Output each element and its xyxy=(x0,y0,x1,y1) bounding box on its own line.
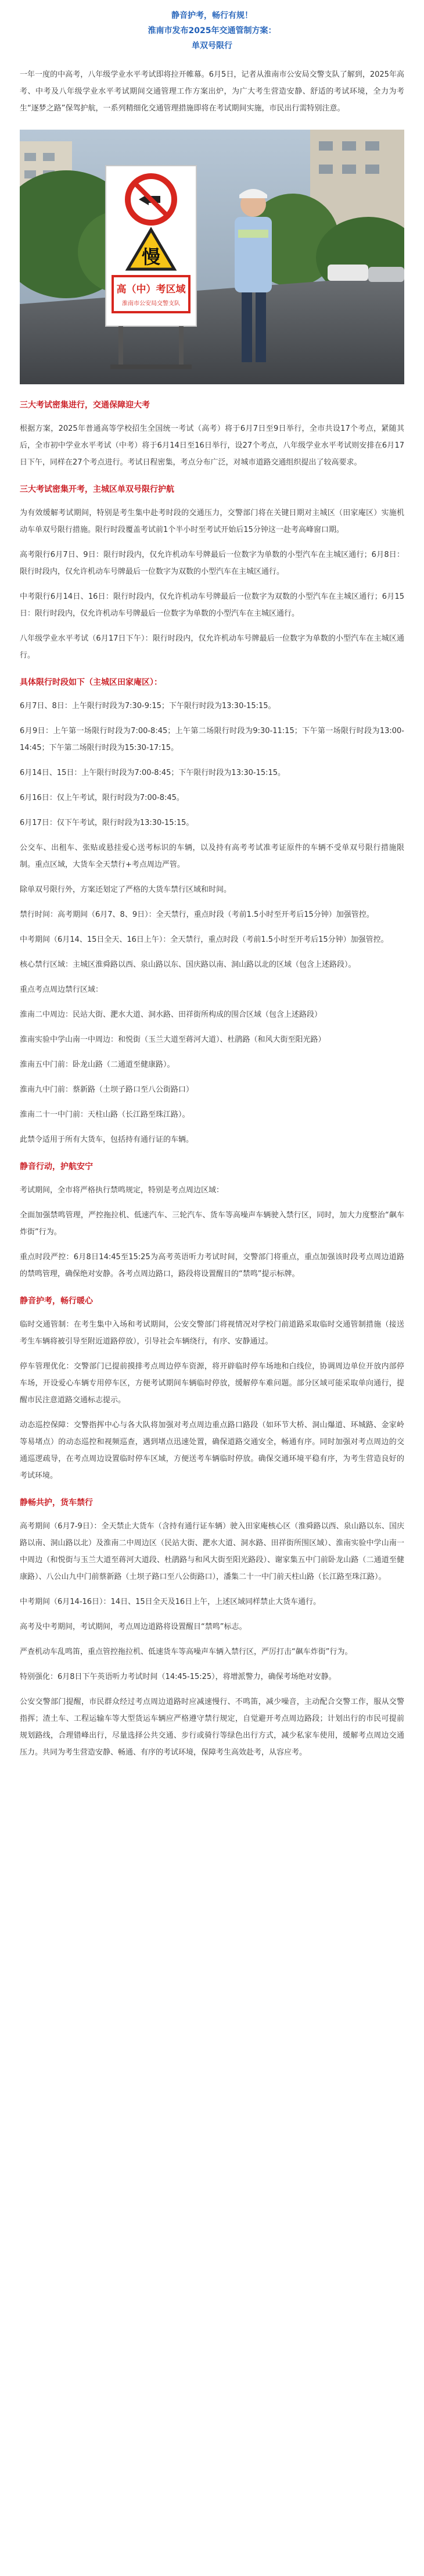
section-paragraph: 禁行时间：高考期间（6月7、8、9日）：全天禁行，重点时段（考前1.5小时至开考后15分钟）加强管控。 xyxy=(20,910,374,919)
section-title: 静音护考，畅行暖心 xyxy=(20,1296,93,1306)
section-paragraph: 中考期间（6月14、15日全天、16日上午）：全天禁行，重点时段（考前1.5小时至开考后15分钟）加强管控。 xyxy=(20,935,389,944)
section-paragraph: 为有效缓解考试期间，特别是考生集中赴考时段的交通压力，交警部门将在关键日期对主城区（田家庵区）实施机动车单双号限行措施。限行时段覆盖考试前1个半小时至考试开始后15分钟这一赴考高峰窗口期。 xyxy=(20,509,404,534)
section-paragraph: 停车管理优化：交警部门已提前摸排考点周边停车资源，将开辟临时停车场地和白线位，协调周边单位开放内部停车场，开设爱心车辆专用停车区，方便考试期间车辆临时停放，缓解停车难问题。部分区域可能采取单向通行，提醒市民注意道路交通标志提示。 xyxy=(20,1362,404,1405)
header-headline: 淮南市发布2025年交通管制方案： xyxy=(148,26,276,35)
section-paragraph: 6月17日：仅下午考试，限行时段为13:30-15:15。 xyxy=(20,819,194,827)
header-slogan: 静音护考，畅行有规！ xyxy=(171,11,253,20)
header-subheadline: 单双号限行 xyxy=(192,41,232,51)
section-paragraph: 核心禁行区域：主城区淮舜路以西、泉山路以东、国庆路以南、洞山路以北的区域（包含上述路段）。 xyxy=(20,960,356,969)
article-sections xyxy=(20,397,404,1761)
section-paragraph: 临时交通管制：在考生集中入场和考试期间，公安交警部门将视情况对学校门前道路采取临时交通管制措施（接送考生车辆将被引导至附近道路停放），引导社会车辆绕行，有序、安静通过。 xyxy=(20,1320,404,1346)
section-paragraph: 八年级学业水平考试（6月17日下午）：限行时段内，仅允许机动车号牌最后一位数字为单数的小型汽车在主城区通行。 xyxy=(20,634,404,660)
section-paragraph: 严查机动车乱鸣笛，重点管控拖拉机、低速货车等高噪声车辆入禁行区，严厉打击“飙车炸街”行为。 xyxy=(20,1648,353,1656)
section-paragraph: 根据方案，2025年普通高等学校招生全国统一考试（高考）将于6月7日至9日举行，全市共设17个考点，紧随其后，全市初中学业水平考试（中考）将于6月14日至16日举行，设27个考点，八年级学业水平考试则安排在6月17日下午，同样在27个考点进行。考试日程密集，考点分布广泛，对城市道路交通组织提出了较高要求。 xyxy=(20,424,404,467)
section-paragraph: 6月7日、8日：上午限行时段为7:30-9:15；下午限行时段为13:30-15:15。 xyxy=(20,702,276,710)
section-title: 静畅共护，货车禁行 xyxy=(20,1498,93,1507)
intro-paragraph: 一年一度的中高考，八年级学业水平考试即将拉开帷幕。6月5日，记者从淮南市公安局交警支队了解到，2025年高考、中考及八年级学业水平考试期间交通管理工作方案出炉，为广大考生营造安静、舒适的考试环境，全力为考生“逐梦之路”保驾护航，一系列精细化交通管理措施即将在考试期间实施，市民出行需特别注意。 xyxy=(20,70,404,113)
section-paragraph: 淮南二十一中门前：天柱山路（长江路至珠江路）。 xyxy=(20,1110,190,1119)
section-paragraph: 中考限行6月14日、16日：限行时段内，仅允许机动车号牌最后一位数字为双数的小型汽车在主城区通行；6月15日：限行时段内，仅允许机动车号牌最后一位数字为单数的小型汽车在主城区通行。 xyxy=(20,592,404,618)
section-title: 静音行动，护航安宁 xyxy=(20,1162,93,1171)
article-header xyxy=(20,8,404,53)
section-paragraph: 淮南九中门前：蔡新路（土坝子路口至八公街路口） xyxy=(20,1085,194,1094)
section-paragraph: 淮南五中门前：卧龙山路（二通道至健康路）。 xyxy=(20,1060,175,1069)
sign-zone-text: 高（中）考区域 xyxy=(116,284,186,295)
section-paragraph: 6月9日：上午第一场限行时段为7:00-8:45；上午第二场限行时段为9:30-11:15；下午第一场限行时段为13:00-14:45；下午第二场限行时段为15:30-17:15。 xyxy=(20,727,404,752)
section-paragraph: 全面加强禁鸣管理，严控拖拉机、低速汽车、三轮汽车、货车等高噪声车辆驶入禁行区，同时，加大力度整治“飙车炸街”行为。 xyxy=(20,1211,404,1237)
section-paragraph: 考试期间，全市将严格执行禁鸣规定，特别是考点周边区域： xyxy=(20,1186,224,1195)
section-paragraph: 淮南二中周边：民站大街、淝水大道、洞水路、田祥街所构成的围合区域（包含上述路段） xyxy=(20,1010,322,1019)
section-paragraph: 特别强化：6月8日下午英语听力考试时间（14:45-15:25），将增派警力，确保考场绝对安静。 xyxy=(20,1673,336,1681)
sign-slow-text: 慢 xyxy=(141,246,161,268)
section-paragraph: 除单双号限行外，方案还划定了严格的大货车禁行区域和时间。 xyxy=(20,885,232,894)
sign-department-text: 淮南市公安局交警支队 xyxy=(122,301,180,307)
section-title: 具体限行时段如下（主城区田家庵区）： xyxy=(20,678,162,687)
section-paragraph: 中考期间（6月14-16日）：14日、15日全天及16日上午，上述区域同样禁止大货车通行。 xyxy=(20,1598,321,1606)
section-paragraph: 公安交警部门提醒，市民群众经过考点周边道路时应减速慢行、不鸣笛，减少噪音，主动配合交警工作，服从交警指挥；渣土车、工程运输车等大型货运车辆应严格遵守禁行规定，自觉避开考点周边路段；计划出行的市民可提前规划路线，合理错峰出行，尽量选择公共交通、步行或骑行等绿色出行方式，减少私家车使用，缓解考点周边交通压力。共同为考生营造安静、畅通、有序的考试环境，保障考生高效赴考，从容应考。 xyxy=(20,1698,404,1757)
police-officer xyxy=(235,217,272,292)
section-paragraph: 6月16日：仅上午考试，限行时段为7:00-8:45。 xyxy=(20,794,184,802)
hero-photo xyxy=(20,130,404,384)
section-paragraph: 动态巡控保障：交警指挥中心与各大队将加强对考点周边重点路口路段（如环节大桥、洞山爆道、环城路、金家岭等易堵点）的动态巡控和视频巡查，遇到堵点迅速处置，确保道路交通安全，畅通有序。同时加强对考点周边的交通巡逻疏导，在考点周边设置临时停车区域，方便送考车辆临时停放。确保交通环境平稳有序，为考生营造良好的考试环境。 xyxy=(20,1421,404,1480)
section-paragraph: 高考及中考期间，考试期间，考点周边道路将设置醒目“禁鸣”标志。 xyxy=(20,1623,247,1631)
section-paragraph: 高考期间（6月7-9日）：全天禁止大货车（含持有通行证车辆）驶入田家庵核心区（淮舜路以西、泉山路以东、国庆路以南、洞山路以北）及淮南二中周边区（民站大街、淝水大道、洞水路、田祥街所围区域）、淮南实验中学山南一中周边（和悦街与玉兰大道至蒋河大道段、杜鹃路与和风大街至阳光路段）、谢家集五中门前卧龙山路（二通道至健康路）、八公山九中门前蔡新路（土坝子路口至八公街路口），潘集二十一中门前天柱山路（长江路至珠江路）。 xyxy=(20,1522,404,1581)
section-title: 三大考试密集进行，交通保障迎大考 xyxy=(20,401,150,410)
section-paragraph: 此禁令适用于所有大货车，包括持有通行证的车辆。 xyxy=(20,1135,194,1144)
section-paragraph: 重点考点周边禁行区域： xyxy=(20,985,103,994)
section-paragraph: 重点时段严控：6月8日14:45至15:25为高考英语听力考试时间，交警部门将重点，重点加强该时段考点周边道路的禁鸣管理，确保绝对安静。各考点周边路口，路段将设置醒目的“禁鸣”提示标牌。 xyxy=(20,1253,404,1278)
section-paragraph: 6月14日、15日：上午限行时段为7:00-8:45；下午限行时段为13:30-15:15。 xyxy=(20,769,286,777)
section-title: 三大考试密集开考，主城区单双号限行护航 xyxy=(20,485,174,494)
section-paragraph: 高考限行6月7日、9日：限行时段内，仅允许机动车号牌最后一位数字为单数的小型汽车在主城区通行；6月8日：限行时段内，仅允许机动车号牌最后一位数字为双数的小型汽车在主城区通行。 xyxy=(20,551,404,576)
section-paragraph: 公交车、出租车、张贴或悬挂爱心送考标识的车辆，以及持有高考考试准考证原件的车辆不受单双号限行措施限制。重点区域，大货车全天禁行+考点周边严管。 xyxy=(20,844,404,869)
section-paragraph: 淮南实验中学山南一中周边：和悦街（玉兰大道至蒋河大道）、杜鹃路（和风大街至阳光路） xyxy=(20,1035,326,1044)
